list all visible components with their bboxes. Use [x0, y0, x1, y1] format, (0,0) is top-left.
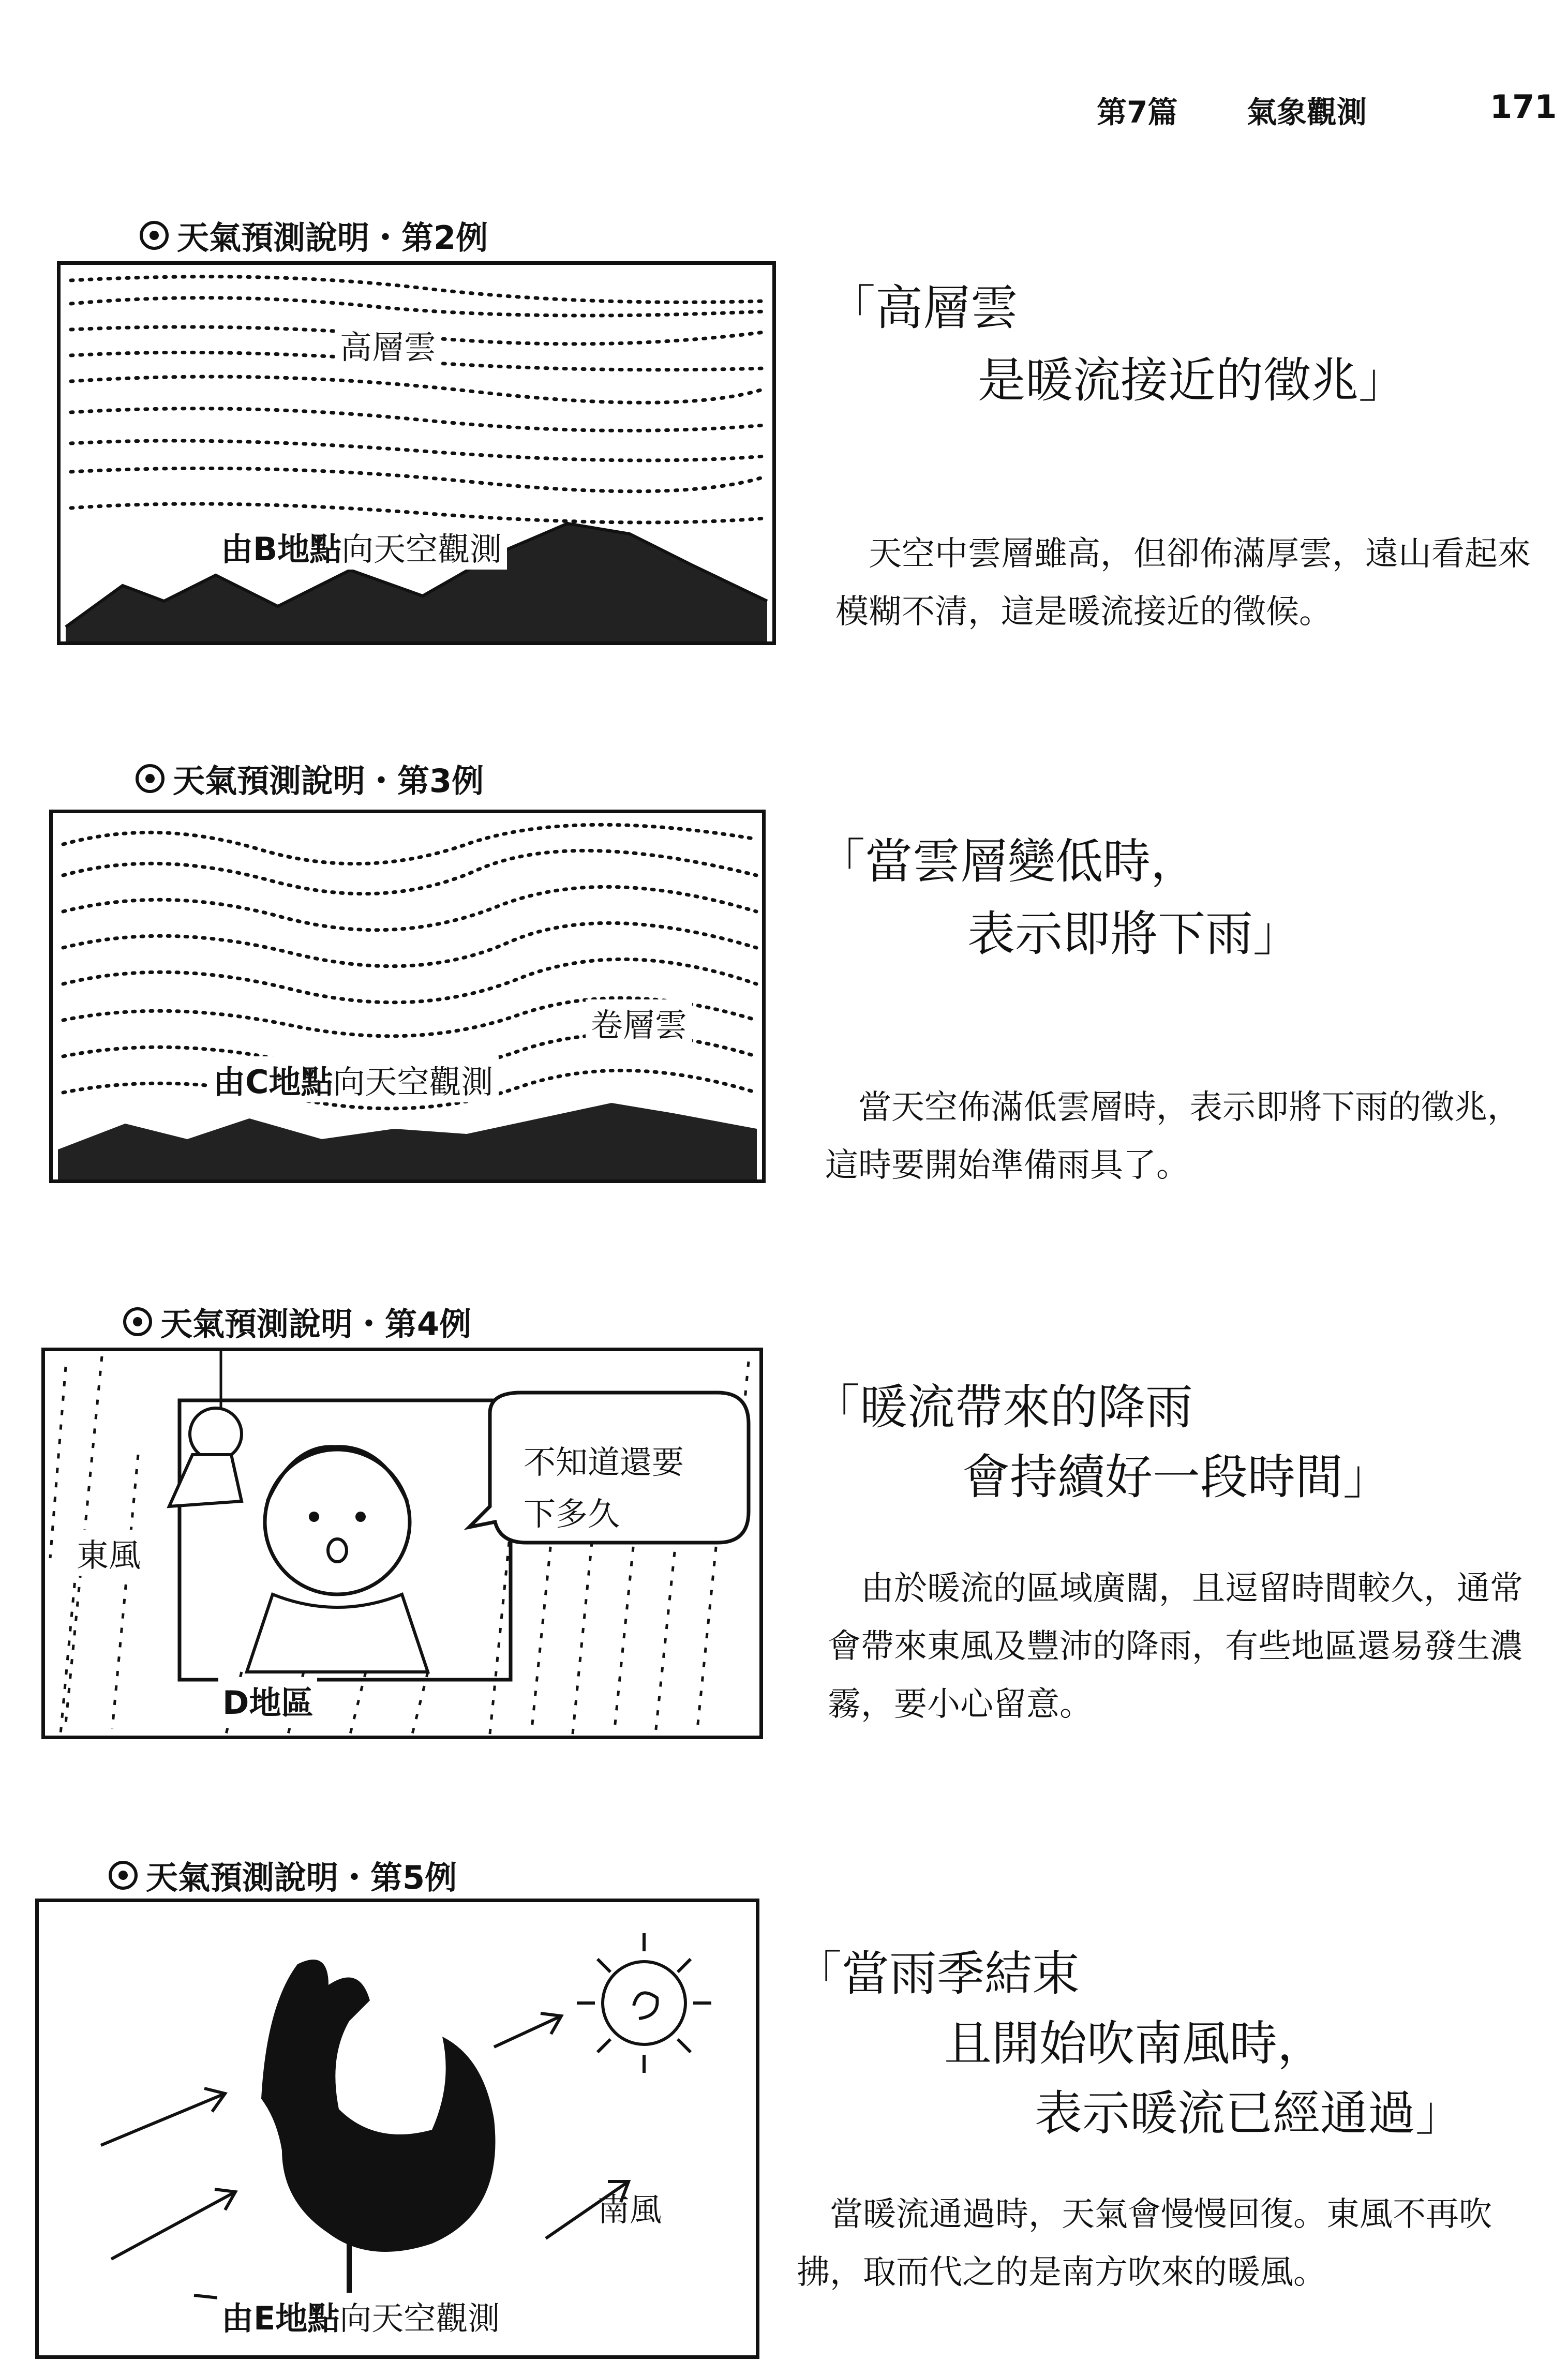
target-bullet-icon [140, 221, 169, 250]
cloud-label: 卷層雲 [586, 999, 692, 1045]
chapter-title: 氣象觀測 [1247, 95, 1367, 130]
wind-label: 南風 [598, 2191, 662, 2229]
quote-line: 會持續好一段時間」 [962, 1450, 1391, 1505]
weathervane-illustration [39, 1902, 756, 2355]
wind-label: 東風 [73, 1530, 144, 1576]
rain-illustration [45, 1351, 759, 1736]
quote-line: 「高層雲 [828, 280, 1019, 336]
cloud-label: 高層雲 [335, 322, 441, 368]
illustration-panel [35, 1899, 759, 2359]
illustration-panel [49, 810, 766, 1183]
page-number: 171 [1490, 88, 1557, 126]
quote-line: 「當雨季結束 [794, 1946, 1080, 2001]
explanation-text: 天空中雲層雖高，但卻佈滿厚雲，遠山看起來模糊不清，這是暖流接近的徵候。 [835, 535, 1531, 631]
section-title: 天氣預測說明・第5例 [109, 1852, 457, 1898]
observer-label: 由C地點向天空觀測 [208, 1056, 499, 1102]
target-bullet-icon [109, 1861, 138, 1890]
observer-label: 由E地點向天空觀測 [217, 2293, 504, 2339]
sky-illustration [53, 813, 762, 1179]
chapter-label: 第7篇 [1097, 95, 1178, 130]
speech-bubble-line: 不知道還要 [524, 1443, 684, 1481]
quote-line: 表示即將下雨」 [967, 906, 1301, 962]
quote-line: 且開始吹南風時， [944, 2016, 1325, 2071]
quote-line: 「當雲層變低時， [817, 834, 1199, 889]
illustration-panel [41, 1348, 763, 1739]
quote-line: 「暖流帶來的降雨 [812, 1380, 1193, 1435]
section-title: 天氣預測說明・第4例 [123, 1298, 471, 1344]
section-title: 天氣預測說明・第2例 [140, 212, 488, 258]
illustration-panel [57, 261, 776, 645]
quote-line: 表示暖流已經通過」 [1035, 2086, 1464, 2141]
section-title: 天氣預測說明・第3例 [136, 755, 484, 801]
explanation-text: 當暖流通過時，天氣會慢慢回復。東風不再吹拂，取而代之的是南方吹來的暖風。 [797, 2195, 1492, 2292]
explanation-text: 當天空佈滿低雲層時，表示即將下雨的徵兆，這時要開始準備雨具了。 [825, 1088, 1520, 1185]
target-bullet-icon [136, 764, 165, 793]
area-label: D地區 [218, 1677, 317, 1723]
quote-line: 是暖流接近的徵兆」 [978, 353, 1407, 408]
explanation-text: 由於暖流的區域廣闊，且逗留時間較久，通常會帶來東風及豐沛的降雨，有些地區還易發生濃霧，要小心留意。 [828, 1570, 1523, 1724]
target-bullet-icon [123, 1307, 152, 1336]
observer-label: 由B地點向天空觀測 [216, 524, 507, 570]
speech-bubble-line: 下多久 [524, 1495, 620, 1533]
